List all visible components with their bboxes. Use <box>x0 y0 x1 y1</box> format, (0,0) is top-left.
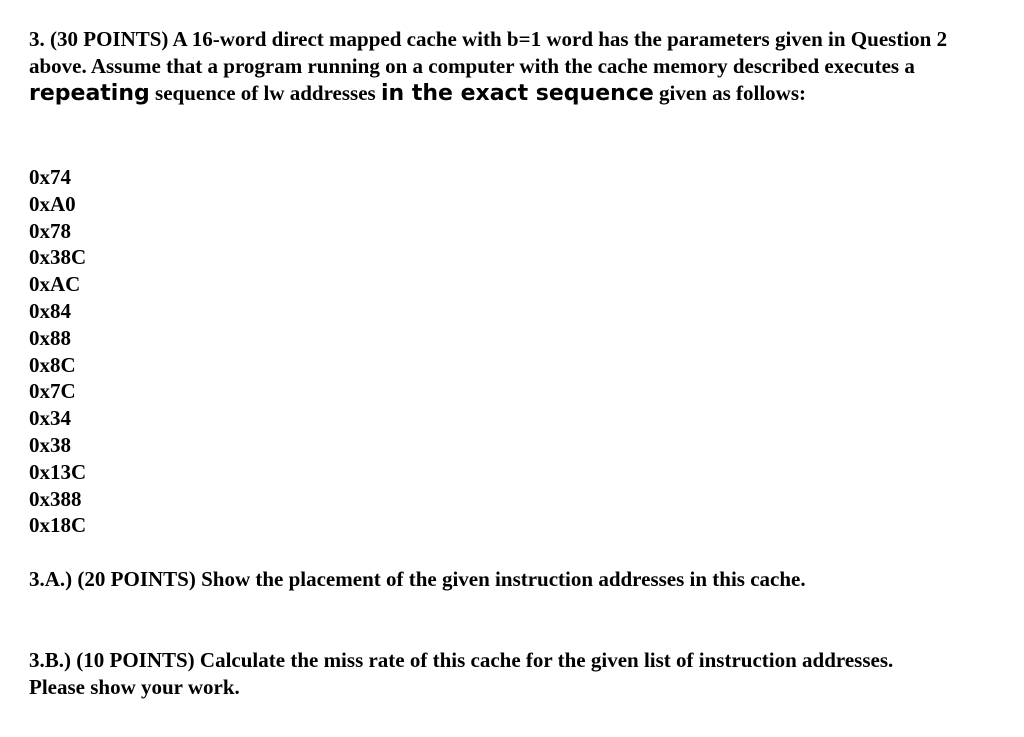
address-item: 0x18C <box>29 513 87 538</box>
address-item: 0x34 <box>29 406 71 431</box>
address-item: 0x74 <box>29 165 71 189</box>
document-page <box>29 26 989 699</box>
address-item: 0x88 <box>29 325 71 350</box>
address-item: 0x78 <box>29 218 71 243</box>
intro-text-1: 3. (30 POINTS) A 16-word direct mapped cache with b=1 word has the parameters given in Question 2 above. Assume that a program running on a computer with the cache memory described executes a <box>29 27 948 78</box>
address-item: 0x388 <box>29 486 82 511</box>
address-item: 0xA0 <box>29 191 76 216</box>
part-b-question: 3.B.) (10 POINTS) Calculate the miss rate of this cache for the given list of instruction addresses. Please show your work. <box>29 648 894 699</box>
address-item: 0x8C <box>29 352 76 377</box>
question-intro <box>29 26 989 107</box>
address-item: 0x84 <box>29 298 71 323</box>
address-item: 0x7C <box>29 379 76 404</box>
address-item: 0xAC <box>29 272 81 297</box>
part-a-question: 3.A.) (20 POINTS) Show the placement of the given instruction addresses in this cache. <box>29 567 806 591</box>
address-item: 0x38C <box>29 245 87 270</box>
intro-text-3: given as follows: <box>653 81 806 105</box>
address-item: 0x38 <box>29 432 71 457</box>
address-item: 0x13C <box>29 459 87 484</box>
emphasis-exact-sequence: in the exact sequence <box>380 81 654 106</box>
intro-text-2: sequence of lw addresses <box>149 81 381 105</box>
emphasis-repeating: repeating <box>29 81 150 106</box>
address-list <box>29 164 86 539</box>
